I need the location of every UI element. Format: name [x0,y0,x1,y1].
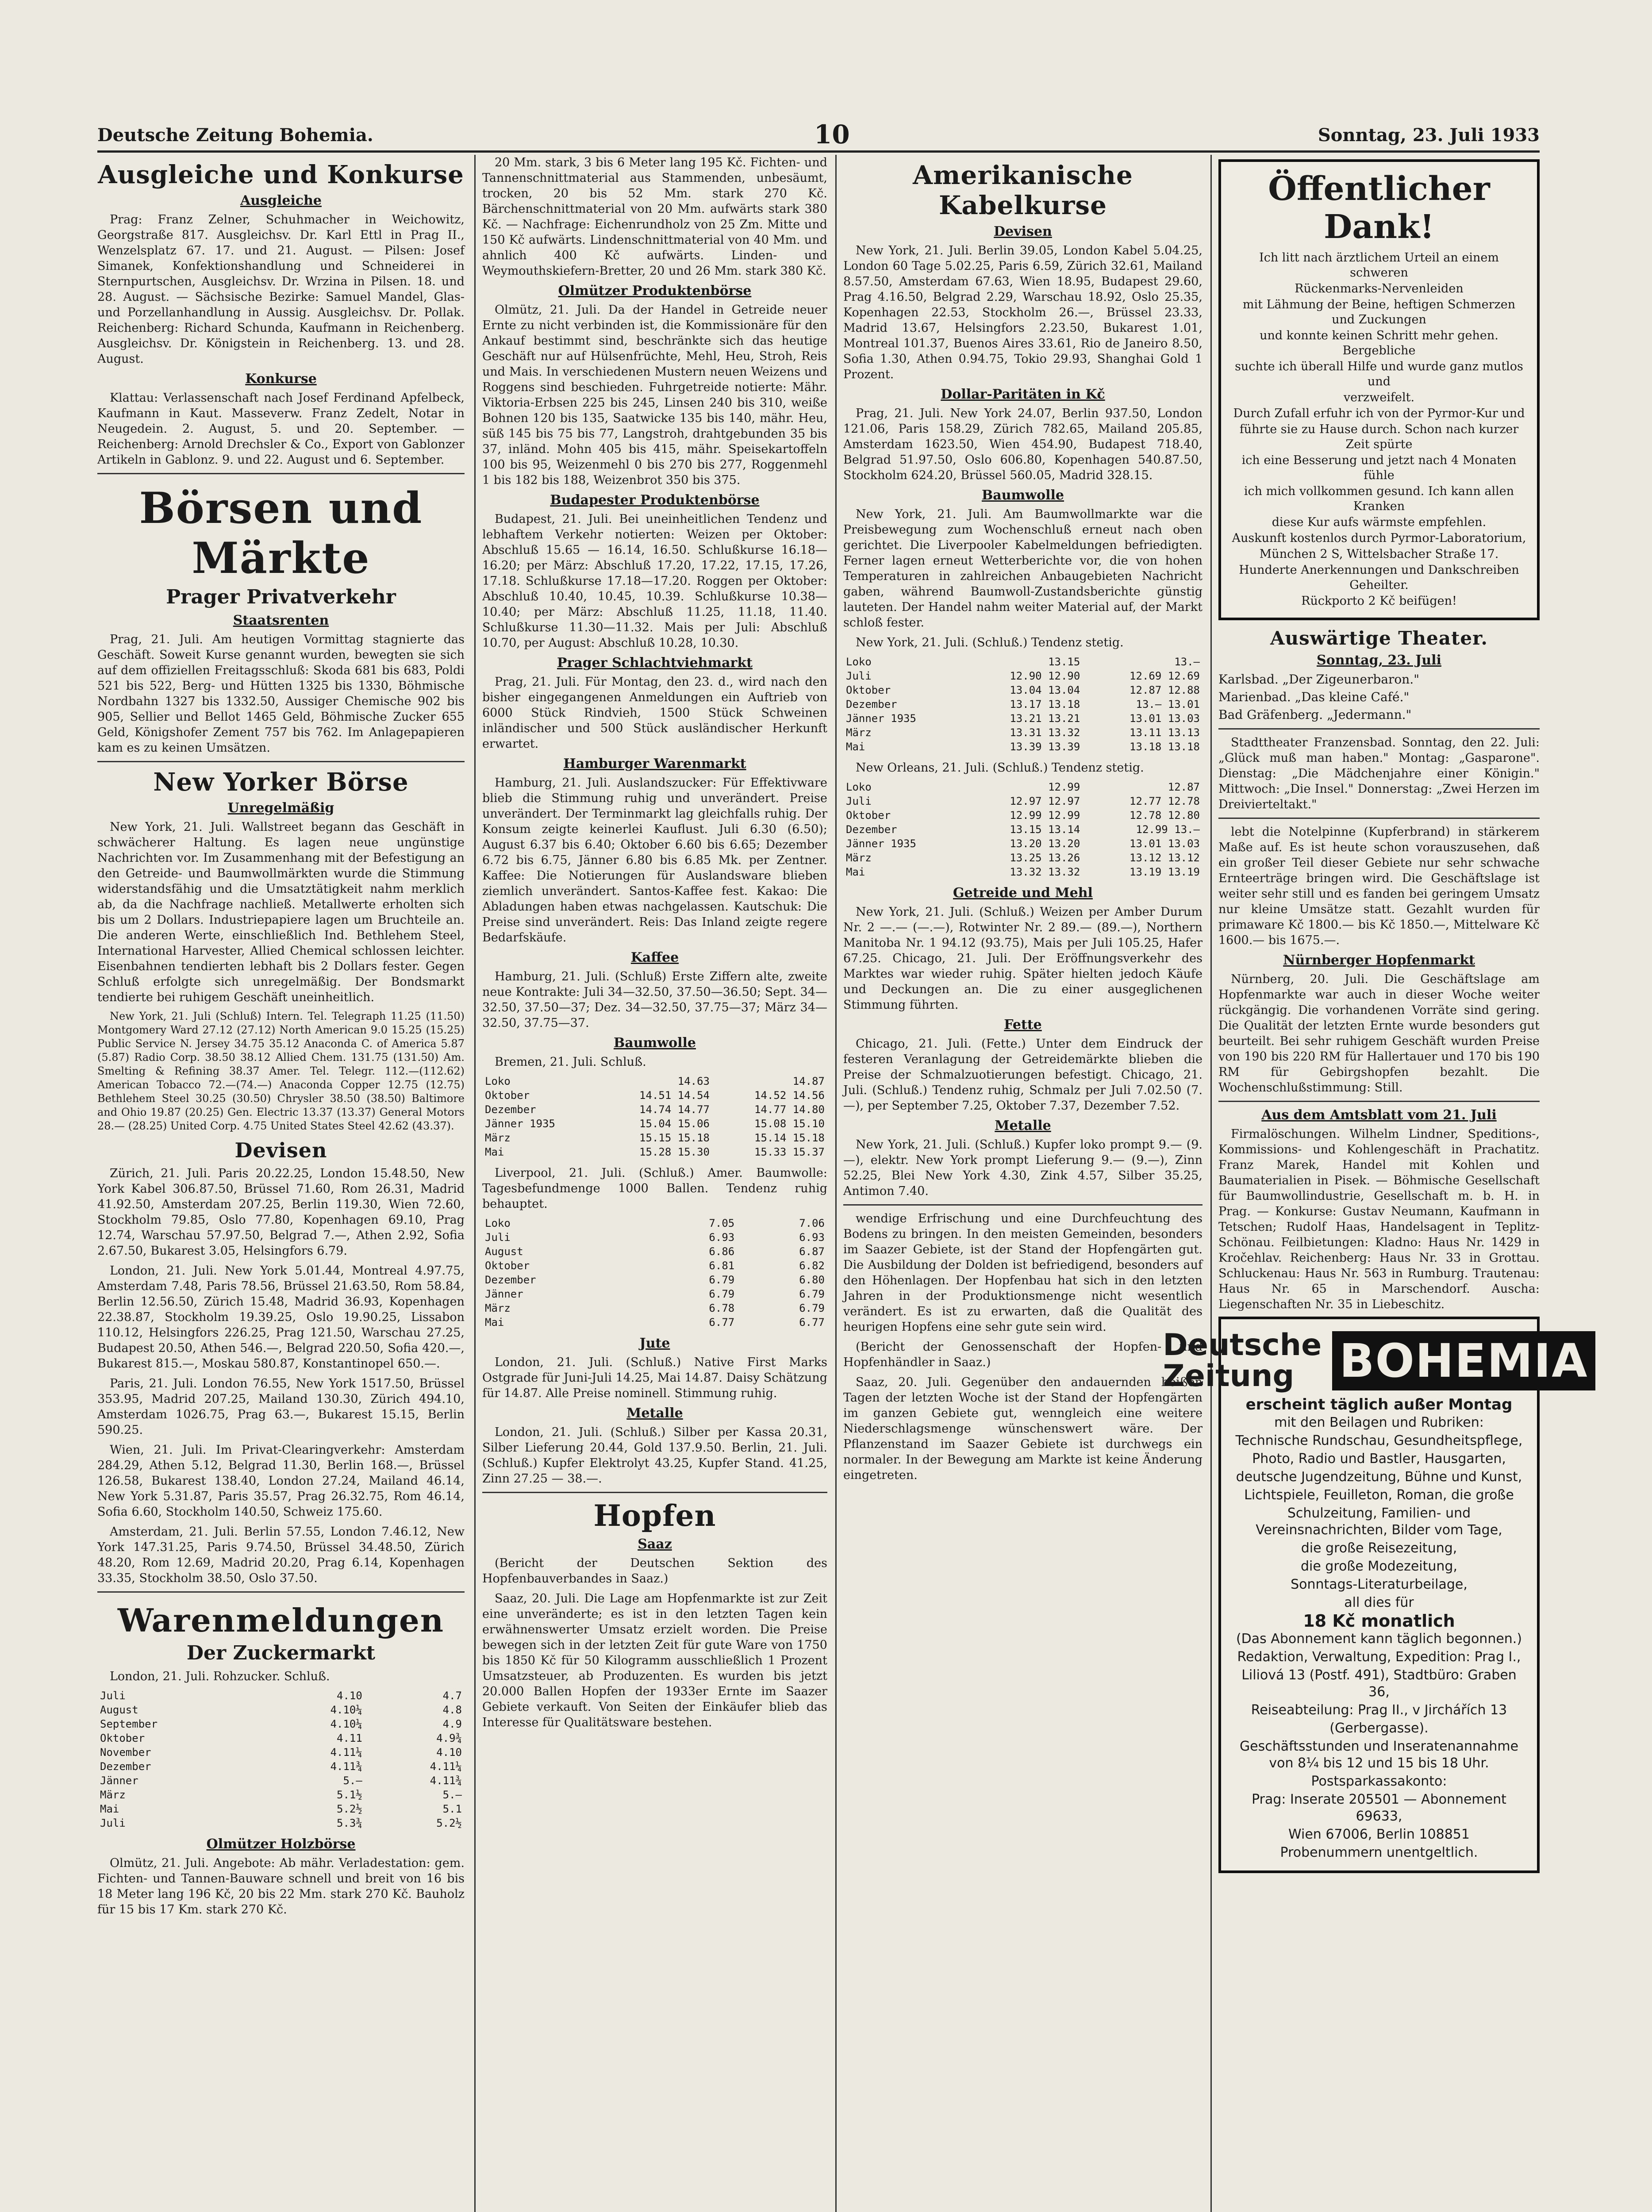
bremen-row [482,1131,827,1145]
table-cell-label: Jänner [485,1288,523,1300]
table-cell-value: 13.32 13.32 [1010,866,1080,878]
table-cell-value: 4.11¾ [430,1774,462,1787]
subtitle-zuckermarkt: Der Zuckermarkt [186,1642,376,1664]
theater-franzensbad: Stadttheater Franzensbad. Sonntag, den 22. Juli: „Glück muß man haben." Montag: „Gasparone". Dienstag: „Die Mädchenjahre einer Königin." Mittwoch: „Die Insel." Donnerstag: „Zwei Herzen im Dreivierteltakt." [1218,736,1540,811]
bohemia-price: 18 Kč monatlich [1303,1611,1455,1631]
table-cell-value: 4.11¼ [330,1746,362,1759]
zucker-row [97,1745,465,1759]
table-cell-value: 7.06 [799,1217,825,1229]
table-cell-label: September [100,1718,158,1730]
bremen-row [482,1088,827,1102]
table-cell-label: Juli [100,1690,126,1702]
table-cell-value: 6.79 [799,1302,825,1314]
newyork-row [843,697,1203,711]
table-cell-value: 12.87 12.88 [1130,684,1200,696]
table-cell-value: 4.11¾ [330,1760,362,1773]
table-cell-value: 14.77 14.80 [754,1103,825,1116]
table-cell-value: 4.11¼ [430,1760,462,1773]
table-cell-label: Jänner 1935 [846,837,916,850]
devisen-london: London, 21. Juli. New York 5.01.44, Montreal 4.97.75, Amsterdam 7.48, Paris 78.56, Brüssel 21.63.50, Rom 58.84, Berlin 12.56.50, Zürich 15.48, Madrid 36.93, Kopenhagen 22.38.87, Stockholm 19.39.25, Oslo 19.90.25, Lissabon 110.12, Helsingfors 226.25, Prag 121.50, Warschau 27.25, Budapest 20.50, Athen 546.—, Belgrad 220.50, Sofia 420.—, Bukarest 815.—, Moskau 580.87, Konstantinopel 650.—. [97,1264,465,1371]
table-cell-label: August [485,1245,523,1258]
table-cell-value: 12.77 12.78 [1130,795,1200,807]
table-cell-label: Mai [485,1316,504,1329]
jute-text: London, 21. Juli. (Schluß.) Native First Marks Ostgrade für Juni-Juli 14.25, Mai 14.87. Daisy Schätzung für 14.87. Alle Preise nominell. Stimmung ruhig. [482,1356,827,1400]
table-cell-label: Loko [485,1075,511,1087]
table-cell-value: 13.39 13.39 [1010,741,1080,753]
table-cell-value: 15.15 15.18 [639,1132,710,1144]
table-cell-label: Mai [846,866,865,878]
table-cell-label: Mai [846,741,865,753]
liverpool-row [482,1259,827,1273]
divider [97,1591,465,1593]
holz-text: Olmütz, 21. Juli. Angebote: Ab mähr. Verladestation: gem. Fichten- und Tannen-Bauware schnell und breit von 16 bis 18 Meter lang 196 Kč, 20 bis 22 Mm. stark 270 Kč. Bauholz für 15 bis 17 Km. stark 270 Kč. [97,1856,465,1916]
section-title-warenmeldungen: Warenmeldungen [117,1601,445,1639]
bohemia-ad-line: die große Modezeitung, [1301,1559,1457,1574]
table-cell-value: 6.79 [709,1288,735,1300]
column-rule [1210,155,1212,2212]
table-cell-value: 12.97 12.97 [1010,795,1080,807]
table-cell-label: März [100,1789,126,1801]
table-cell-value: 7.05 [709,1217,735,1229]
table-cell-value: 4.10 [436,1746,462,1759]
table-cell-label: Juli [100,1817,126,1829]
table-cell-value: 4.11 [337,1732,362,1744]
zucker-row [97,1774,465,1788]
hamburg-text: Hamburg, 21. Juli. Auslandszucker: Für Effektivware blieb die Stimmung ruhig und unverändert. Preise unverändert. Der Terminmarkt lag gleichfalls ruhig. Der Konsum zeigte keinerlei Kauflust. Juli 6.30 (6.50); August 6.37 bis 6.40; Oktober 6.60 bis 6.65; Dezember 6.72 bis 6.75, Jänner 6.80 bis 6.85 Mk. per Zentner. Kaffee: Die Notierungen für Auslandsware blieben ziemlich unverändert. Santos-Kaffee fest. Kakao: Die Abladungen haben etwas nachgelassen. Kautschuk: Die Preise sind unverändert. Reis: Das Inland zeigte regere Bedarfskäufe. [482,776,827,945]
table-cell-value: 5.1½ [337,1789,362,1801]
bohemia-ad-line: (Das Abonnement kann täglich begonnen.) [1236,1631,1522,1647]
subheading-jute: Jute [639,1336,670,1351]
table-cell-value: 5.— [343,1774,362,1787]
dollar-text: Prag, 21. Juli. New York 24.07, Berlin 937.50, London 121.06, Paris 158.29, Zürich 782.65, Mailand 205.85, Amsterdam 1623.50, Wien 454.90, Budapest 718.40, Belgrad 51.97.50, Oslo 606.80, Kopenhagen 540.87.50, Stockholm 624.20, Brüssel 560.05, Madrid 328.15. [843,407,1203,482]
table-cell-value: 4.10 [337,1690,362,1702]
theater-item: Karlsbad. „Der Zigeunerbaron." [1218,672,1420,687]
zucker-row [97,1816,465,1830]
subtitle-prager-privatverkehr: Prager Privatverkehr [166,586,396,608]
table-cell-label: Juli [846,670,872,682]
table-cell-value: 4.10¼ [330,1718,362,1730]
divider [843,1204,1203,1206]
subheading-baumwolle: Baumwolle [613,1035,696,1051]
devisen-wien: Wien, 21. Juli. Im Privat-Clearingverkehr: Amsterdam 284.29, Athen 5.12, Belgrad 11.30, Berlin 168.—, Brüssel 126.58, Bukarest 138.40, London 27.24, Mailand 46.14, New York 5.31.87, Paris 35.57, Prag 26.32.75, Rom 46.14, Sofia 6.60, Stockholm 140.50, Schweiz 175.60. [97,1443,465,1519]
ad-line: Durch Zufall erfuhr ich von der Pyrmor-Kur und [1233,407,1525,420]
bohemia-ad-line: Redaktion, Verwaltung, Expedition: Prag I., [1237,1649,1521,1665]
advertisement-dank [1218,159,1540,620]
subheading-ausgleiche: Ausgleiche [240,193,322,208]
devisen-amsterdam: Amsterdam, 21. Juli. Berlin 57.55, London 7.46.12, New York 147.31.25, Paris 9.74.50, Brüssel 34.48.50, Zürich 48.20, Rom 12.69, Madrid 20.20, Prag 6.14, Kopenhagen 33.35, Stockholm 38.50, Oslo 37.50. [97,1525,465,1585]
subheading-holzboerse: Olmützer Holzbörse [206,1836,356,1852]
bohemia-ad-line: Liliová 13 (Postf. 491), Stadtbüro: Graben 36, [1241,1667,1517,1700]
table-cell-value: 4.8 [442,1704,462,1716]
zucker-row [97,1788,465,1802]
newyork-row [843,711,1203,726]
devisen-zuerich: Zürich, 21. Juli. Paris 20.22.25, London 15.48.50, New York Kabel 306.87.50, Brüssel 71.60, Rom 26.31, Madrid 41.92.50, Amsterdam 207.25, Berlin 119.30, Wien 72.60, Stockholm 79.85, Oslo 77.80, Kopenhagen 69.10, Prag 12.74, Warschau 57.97.50, Belgrad 7.—, Athen 2.92, Sofia 2.67.50, Bukarest 3.05, Helsingfors 6.79. [97,1167,465,1258]
subheading-fette: Fette [1004,1017,1042,1033]
bohemia-ad-line: Probenummern unentgeltlich. [1280,1845,1478,1860]
table-cell-value: 14.74 14.77 [639,1103,710,1116]
column-1 [97,155,465,2212]
liverpool-table [482,1216,827,1329]
bohemia-ad-line: Postsparkassakonto: [1311,1774,1447,1789]
table-cell-value: 13.01 13.03 [1130,837,1200,850]
bremen-row [482,1074,827,1088]
theater-date: Sonntag, 23. Juli [1317,653,1441,668]
subheading-unregelmaessig: Unregelmäßig [227,800,334,816]
budapest-text: Budapest, 21. Juli. Bei uneinheitlichen Tendenz und lebhaftem Verkehr notierten: Weizen per Oktober: Abschluß 15.65 — 16.14, 16.50. Schlußkurse 16.18—16.20; per März: Abschluß 17.20, 17.22, 17.15, 17.26, 17.18. Schlußkurse 17.18—17.20. Roggen per Oktober: Abschluß 10.40, 10.45, 10.39. Schlußkurse 10.38—10.40; per März: Abschluß 11.25, 11.18, 11.40. Schlußkurse 11.30—11.32. Mais per Juli: Abschluß 10.70, per August: Abschluß 10.28, 10.30. [482,512,827,650]
table-cell-label: Jänner [100,1774,138,1787]
newyork-row [843,740,1203,754]
bohemia-ad-line: Technische Rundschau, Gesundheitspflege, [1235,1433,1523,1448]
olmuetz-text: Olmütz, 21. Juli. Da der Handel in Getreide neuer Ernte zu nicht verbinden ist, die Kommissionäre für den Ankauf bestimmt sind, beschränkte sich das heutige Geschäft nur auf Hülsenfrüchte, Mehl, Heu, Stroh, Reis und Mais. In verschiedenen Mustern neuen Weizens und Roggens sind beschieden. Fuhrgetreide notierte: Mähr. Viktoria-Erbsen 225 bis 245, Linsen 240 bis 310, weiße Bohnen 120 bis 135, Saatwicke 135 bis 140, mähr. Heu, süß 145 bis 75 bis 77, Langstroh, drahtgebunden 35 bis 37, inländ. Mohn 405 bis 415, mähr. Speisekartoffeln 100 bis 95, Weizenmehl 0 bis 270 bis 277, Roggenmehl 1 bis 182 bis 188, Weizenbrot 350 bis 375. [482,303,827,487]
divider [1218,728,1540,730]
table-cell-value: 13.15 13.14 [1010,823,1080,836]
table-cell-label: Dezember [846,698,897,710]
neworleans-row [843,808,1203,822]
column-3 [843,155,1203,2212]
metalle-ny-text: New York, 21. Juli. (Schluß.) Kupfer loko prompt 9.— (9.—), elektr. New York prompt Lieferung 9.— (9.—), Zinn 52.25, Blei New York 4.30, Zink 4.57, Silber 35.25, Antimon 7.40. [843,1138,1203,1198]
table-cell-value: 15.33 15.37 [754,1146,825,1158]
table-cell-value: 12.99 [1048,781,1080,793]
kabel-devisen-text: New York, 21. Juli. Berlin 39.05, London Kabel 5.04.25, London 60 Tage 5.02.25, Paris 6.59, Zürich 32.61, Mailand 8.57.50, Amsterdam 67.63, Wien 18.95, Budapest 29.60, Prag 4.16.50, Belgrad 2.29, Warschau 18.92, Oslo 25.35, Kopenhagen 22.53, Stockholm 26.—, Brüssel 23.33, Madrid 13.67, Helsingfors 2.23.50, Bukarest 1.01, Montreal 101.37, Buenos Aires 33.61, Rio de Janeiro 8.50, Sofia 1.30, Athen 0.94.75, Tokio 29.93, Shanghai Gold 1 Prozent. [843,244,1203,381]
table-cell-value: 5.1 [442,1803,462,1815]
ad-line: Ich litt nach ärztlichem Urteil an einem schweren [1259,251,1499,280]
liverpool-row [482,1216,827,1230]
table-cell-label: Dezember [485,1103,536,1116]
boersen-text: Prag, 21. Juli. Am heutigen Vormittag stagnierte das Geschäft. Soweit Kurse genannt wurden, bewegten sie sich auf dem offiziellen Freitagsschluß: Skoda 681 bis 683, Poldi 521 bis 522, Berg- und Hütten 1325 bis 1330, Böhmische Nordbahn 1327 bis 1332.50, Aussiger Chemische 902 bis 905, Sellier und Bellot 1465 Geld, Böhmische Zucker 655 Geld, Königshofer Zement 757 bis 762. Im Anlagepapieren kam es zu keinen Umsätzen. [97,633,465,755]
table-cell-label: Juli [846,795,872,807]
divider [97,473,465,474]
table-cell-label: März [485,1132,511,1144]
divider [482,1492,827,1493]
table-cell-value: 6.79 [799,1288,825,1300]
column-rule [835,155,837,2212]
subheading-dollar-paritaeten: Dollar-Paritäten in Kč [941,387,1105,402]
zucker-row [97,1731,465,1745]
bohemia-ad-line: Wien 67006, Berlin 108851 [1288,1827,1470,1842]
ad-line: Auskunft kostenlos durch Pyrmor-Laboratorium, [1232,531,1526,545]
table-cell-label: August [100,1704,138,1716]
running-header [97,119,1540,153]
liverpool-row [482,1301,827,1315]
newyork-row [843,669,1203,683]
section-title-kabelkurse: Amerikanische Kabelkurse [913,160,1133,220]
table-cell-value: 12.78 12.80 [1130,809,1200,822]
table-cell-value: 13.15 [1048,656,1080,668]
subheading-saaz: Saaz [638,1536,672,1552]
ny-quotes: New York, 21. Juli (Schluß) Intern. Tel. Telegraph 11.25 (11.50) Montgomery Ward 27.12 (27.12) North American 9.0 15.25 (15.25) Public Service N. Jersey 34.75 35.12 Anaconda C. of America 5.87 (5.87) Radio Corp. 38.50 38.12 Allied Chem. 131.75 (131.50) Am. Smelting & Refining 38.37 Amer. Tel. Telegr. 112.—(112.62) American Tobacco 72.—(74.—) Anaconda Copper 12.75 (12.75) Bethlehem Steel 30.25 (30.50) Chrysler 38.50 (38.50) Baltimore and Ohio 19.87 (20.25) Gen. Electric 13.37 (13.37) General Motors 28.— (28.25) United Corp. 4.75 United States Steel 42.62 (43.37). [97,1010,465,1132]
table-cell-value: 15.08 15.10 [754,1118,825,1130]
newyork-head: New York, 21. Juli. (Schluß.) Tendenz stetig. [856,636,1124,649]
zucker-table [97,1689,465,1830]
zucker-row [97,1759,465,1774]
bohemia-prefix [1163,1330,1322,1392]
nuernberg-text: Nürnberg, 20. Juli. Die Geschäftslage am Hopfenmarkte war auch in dieser Woche weiter rückgängig. Die vorhandenen Vorräte sind gering. Die Qualität der letzten Ernte wurde besonders gut beurteilt. Bei sehr ruhigem Geschäft wurden Preise von 190 bis 220 RM für Hallertauer und 170 bis 190 RM für Gebirgshopfen bezahlt. Die Wochenschlußstimmung: Still. [1218,972,1540,1094]
table-cell-value: 15.14 15.18 [754,1132,825,1144]
table-cell-value: 6.79 [709,1274,735,1286]
column-2 [482,155,827,2212]
ad-line: München 2 S, Wittelsbacher Straße 17. [1259,547,1499,561]
bohemia-masthead [1163,1328,1588,1394]
ad-line: diese Kur aufs wärmste empfehlen. [1272,515,1487,529]
ad-line: ich eine Besserung und jetzt nach 4 Monaten fühle [1241,453,1517,482]
paper-name: Deutsche Zeitung Bohemia. [97,125,373,146]
bohemia-ad-line: Schulzeitung, Familien- und Vereinsnachrichten, Bilder vom Tage, [1256,1505,1502,1538]
table-cell-label: Loko [846,781,872,793]
bohemia-ad-line: mit den Beilagen und Rubriken: [1274,1415,1484,1430]
table-cell-value: 5.3¾ [337,1817,362,1829]
section-title-ausgleiche: Ausgleiche und Konkurse [98,160,464,189]
ny-text: New York, 21. Juli. Wallstreet begann das Geschäft in schwächerer Haltung. Es lagen neue ungünstige Nachrichten vor. Im Zusammenhang mit der Befestigung an den Getreide- und Baumwollmärkten wurde die Stimmung widerstandsfähig und die Umsatztätigkeit nahm merklich ab, da die Nachfrage nachließ. Metallwerte erholten sich bis um 2 Dollars. Industriepapiere lagen um Bruchteile an. Die anderen Werte, einschließlich Ind. Bethlehem Steel, International Harvester, Allied Chemical schlossen leichter. Eisenbahnen tendierten lebhaft bis 2 Dollars fester. Gegen Schluß erfolgte sich unregelmäßig. Der Bondsmarkt tendierte bei ruhigem Geschäft uneinheitlich. [97,820,465,1004]
bohemia-word-deutsche: Deutsche [1163,1328,1322,1363]
divider [97,761,465,762]
table-cell-value: 6.87 [799,1245,825,1258]
table-cell-label: Dezember [100,1760,151,1773]
ad-line: mit Lähmung der Beine, heftigen Schmerzen und Zuckungen [1242,298,1516,326]
divider [1218,1101,1540,1102]
zucker-row [97,1689,465,1703]
bremen-head: Bremen, 21. Juli. Schluß. [495,1055,646,1069]
table-cell-label: März [485,1302,511,1314]
zucker-row [97,1717,465,1731]
baumwolle-text: New York, 21. Juli. Am Baumwollmarkte war die Preisbewegung zum Wochenschluß erneut nach oben gerichtet. Die Liverpooler Kabelmeldungen befriedigten. Ferner lagen erneut Wetterberichte vor, die von hohen Temperaturen in zahlreichen Anbaugebieten Nachricht gaben, während Baumwoll-Zustandsberichte günstig lauteten. Der Handel nahm weiter Material auf, der Markt schloß fester. [843,507,1203,630]
liverpool-row [482,1287,827,1301]
table-cell-label: Jänner 1935 [846,712,916,725]
table-cell-value: 13.18 13.18 [1130,741,1200,753]
table-cell-value: 13.25 13.26 [1010,852,1080,864]
hopfen-continued-3: lebt die Notelpinne (Kupferbrand) in stärkerem Maße auf. Es ist heute schon vorauszusehen, daß ein großer Teil dieser Gebiete nur sehr schwache Ernteerträge bringen wird. Die Geschäftslage ist weiter sehr still und es fanden bei geringem Umsatz nur kleine Umsätze statt. Gezahlt wurden für primaware Kč 1800.— bis Kč 1850.—, Mittelware Kč 1600.— bis 1675.—. [1218,825,1540,947]
table-cell-value: 13.12 13.12 [1130,852,1200,864]
table-cell-label: Oktober [485,1260,530,1272]
liverpool-row [482,1273,827,1287]
table-cell-value: 13.— 13.01 [1136,698,1200,710]
advertisement-bohemia [1163,1317,1588,1873]
neworleans-row [843,822,1203,837]
section-title-devisen: Devisen [234,1138,327,1162]
konkurse-text: Klattau: Verlassenschaft nach Josef Ferdinand Apfelbeck, Kaufmann in Kaut. Masseverw. Franz Zedelt, Notar in Neugedein. 2. August, 5. und 20. September. — Reichenberg: Arnold Drechsler & Co., Export von Gablonzer Artikeln in Gablonz. 9. und 22. August und 6. September. [97,391,465,467]
table-cell-value: 13.— [1174,656,1200,668]
section-title-boersen: Börsen und Märkte [139,483,423,583]
newyork-row [843,683,1203,697]
bohemia-ad-line: Lichtspiele, Feuilleton, Roman, die große [1244,1487,1514,1503]
zucker-row [97,1802,465,1816]
table-cell-value: 5.2½ [436,1817,462,1829]
prag-schlachtvieh-text: Prag, 21. Juli. Für Montag, den 23. d., wird nach den bisher eingegangenen Anmeldungen ein Auftrieb von 6000 Stück Rindvieh, 1500 Stück Schweinen inländischer und 500 Stück ausländischer Herkunft erwartet. [482,675,827,751]
bremen-row [482,1102,827,1117]
subheading-staatsrenten: Staatsrenten [233,613,329,628]
table-cell-label: Jänner 1935 [485,1118,555,1130]
fette-text: Chicago, 21. Juli. (Fette.) Unter dem Eindruck der festeren Veranlagung der Getreidemärkte blieben die Preise der Schmalzuotierungen befestigt. Chicago, 21. Juli. (Schluß.) Tendenz ruhig, Schmalz per Juli 7.02.50 (7.—), per September 7.25, Oktober 7.37, Dezember 7.52. [843,1037,1203,1113]
table-cell-value: 6.77 [709,1316,735,1329]
table-cell-value: 4.9 [442,1718,462,1730]
hopfen-text: Saaz, 20. Juli. Die Lage am Hopfenmarkte ist zur Zeit eine unveränderte; es ist in den letzten Tagen kein erwähnenswerter Umsatz erzielt worden. Die Preise bewegen sich in der letzten Zeit für gute Ware von 1750 bis 1850 Kč für 50 Kilogramm ausschließlich 1 Prozent Umsatzsteuer, ab Produzenten. Es wurden bis jetzt 20.000 Ballen Hopfen der 1933er Ernte im Saazer Gebiete verkauft. Von Seiten der Einkäufer blieb das Interesse für Qualitätsware bestehen. [482,1592,827,1729]
table-cell-value: 5.— [442,1789,462,1801]
table-cell-label: März [846,726,872,739]
subheading-amtsblatt: Aus dem Amtsblatt vom 21. Juli [1261,1107,1497,1123]
genossenschaft-source: (Bericht der Genossenschaft der Hopfen- und Hopfenhändler in Saaz.) [843,1340,1203,1369]
neworleans-row [843,837,1203,851]
section-title-hopfen: Hopfen [593,1498,716,1533]
neworleans-row [843,780,1203,794]
zucker-row [97,1703,465,1717]
table-cell-value: 6.93 [709,1231,735,1244]
theater-item: Bad Gräfenberg. „Jedermann." [1218,707,1412,722]
table-cell-value: 13.01 13.03 [1130,712,1200,725]
hopfen-continued: wendige Erfrischung und eine Durchfeuchtung des Bodens zu bringen. In den meisten Gemeinden, besonders im Saazer Gebiete, ist der Stand der Hopfengärten gut. Die Ausbildung der Dolden ist befriedigend, besonders auf den Höhenlagen. Der Hopfenbau hat sich in den letzten Jahren in der Produktionsmenge nicht wesentlich verändert. Es ist zu erwarten, daß die Qualität des heurigen Hopfens eine sehr gute sein wird. [843,1212,1203,1334]
table-cell-value: 6.80 [799,1274,825,1286]
table-cell-label: Dezember [485,1274,536,1286]
ad-line: führte sie zu Hause durch. Schon nach kurzer Zeit spürte [1239,422,1519,451]
subheading-prag-schlachtvieh: Prager Schlachtviehmarkt [557,655,753,671]
newyork-table [843,655,1203,754]
bohemia-ad-line: (Gerbergasse). [1329,1720,1429,1736]
kaffee-text: Hamburg, 21. Juli. (Schluß) Erste Ziffern alte, zweite neue Kontrakte: Juli 34—32.50, 37.50—36.50; Sept. 34—32.50, 37.50—37; Dez. 34—32.50, 37.75—37; März 34—32.50, 37.75—37. [482,970,827,1030]
theater-item: Marienbad. „Das kleine Café." [1218,690,1410,704]
table-cell-value: 12.87 [1168,781,1200,793]
neworleans-row [843,865,1203,879]
bohemia-ad-line: Geschäftsstunden und Inseratenannahme von 8¼ bis 12 und 15 bis 18 Uhr. [1239,1739,1519,1771]
table-cell-value: 12.90 12.90 [1010,670,1080,682]
table-cell-label: Juli [485,1231,511,1244]
table-cell-value: 6.82 [799,1260,825,1272]
table-cell-label: März [846,852,872,864]
neworleans-row [843,794,1203,808]
bohemia-ad-line: die große Reisezeitung, [1301,1540,1457,1556]
liverpool-text: Liverpool, 21. Juli. (Schluß.) Amer. Baumwolle: Tagesbefundmenge 1000 Ballen. Tendenz ruhig behauptet. [482,1166,827,1211]
subheading-getreide: Getreide und Mehl [953,885,1093,901]
table-cell-value: 15.28 15.30 [639,1146,710,1158]
bohemia-tagline: erscheint täglich außer Montag [1245,1396,1513,1413]
page-number: 10 [814,119,850,150]
liverpool-row [482,1315,827,1329]
table-cell-value: 6.78 [709,1302,735,1314]
table-cell-value: 6.86 [709,1245,735,1258]
table-cell-label: Dezember [846,823,897,836]
table-cell-value: 13.11 13.13 [1130,726,1200,739]
bohemia-logo: BOHEMIA [1332,1331,1595,1390]
section-title-new-yorker-boerse: New Yorker Börse [153,768,409,797]
table-cell-label: Oktober [846,809,891,822]
subheading-devisen: Devisen [994,224,1052,239]
neworleans-row [843,851,1203,865]
table-cell-value: 13.20 13.20 [1010,837,1080,850]
table-cell-label: Oktober [100,1732,145,1744]
table-cell-value: 4.9¾ [436,1732,462,1744]
table-cell-value: 12.99 13.— [1136,823,1200,836]
column-rule [474,155,476,2212]
issue-date: Sonntag, 23. Juli 1933 [1318,125,1540,146]
ad-title: Öffentlicher Dank! [1268,170,1490,246]
table-cell-value: 13.19 13.19 [1130,866,1200,878]
bohemia-ad-line: deutsche Jugendzeitung, Bühne und Kunst, [1236,1469,1522,1485]
neworleans-head: New Orleans, 21. Juli. (Schluß.) Tendenz stetig. [856,761,1144,775]
bohemia-ad-line: Sonntags-Literaturbeilage, [1291,1577,1468,1592]
table-cell-value: 13.04 13.04 [1010,684,1080,696]
table-cell-value: 15.04 15.06 [639,1118,710,1130]
table-cell-label: Loko [485,1217,511,1229]
subheading-konkurse: Konkurse [245,371,317,387]
newyork-row [843,655,1203,669]
ad-line: ich mich vollkommen gesund. Ich kann allen Kranken [1244,484,1514,513]
table-cell-label: Oktober [485,1089,530,1102]
subheading-kaffee: Kaffee [630,950,679,965]
table-cell-value: 14.87 [792,1075,825,1087]
hopfen-continued-2: Saaz, 20. Juli. Gegenüber den andauernden heißen Tagen der letzten Woche ist der Stand der Hopfengärten im ganzen Gebiete gut, wenngleich eine weitere Niederschlagsmenge wünschenswert wäre. Der Pflanzenstand im Saazer Gebiete ist durchwegs ein normaler. In der Bewegung am Markte ist keine Änderung eingetreten. [843,1375,1203,1482]
table-cell-value: 6.93 [799,1231,825,1244]
zucker-head: London, 21. Juli. Rohzucker. Schluß. [110,1670,330,1683]
liverpool-row [482,1230,827,1244]
table-cell-label: November [100,1746,151,1759]
ausgleiche-text: Prag: Franz Zelner, Schuhmacher in Weichowitz, Georgstraße 817. Ausgleichsv. Dr. Karl Ettl in Prag II., Wenzelsplatz 67. 17. und 21. August. — Pilsen: Josef Simanek, Konfektionshandlung und Schneiderei in Sternpurtschen, Ausgleichsv. Dr. Wrzina in Pilsen. 18. und 28. August. — Sächsische Bezirke: Samuel Mandel, Glas- und Porzellanhandlung in Aussig. Ausgleichsv. Dr. Pollak. Reichenberg: Richard Schunda, Kaufmann in Reichenberg. Ausgleichsv. Dr. Königstein in Reichenberg. 13. und 28. August. [97,213,465,366]
ad-line: und konnte keinen Schritt mehr gehen. Bergebliche [1260,329,1498,357]
subheading-baumwolle: Baumwolle [981,488,1064,503]
table-cell-label: Oktober [846,684,891,696]
bohemia-ad-line: all dies für [1344,1595,1414,1610]
table-cell-value: 4.10¼ [330,1704,362,1716]
subheading-hamburg: Hamburger Warenmarkt [563,756,746,772]
table-cell-value: 14.63 [677,1075,710,1087]
subheading-metalle: Metalle [626,1406,683,1421]
amtsblatt-text: Firmalöschungen. Wilhelm Lindner, Speditions-, Kommissions- und Kohlengeschäft in Prachatitz. Franz Marek, Handel mit Kohlen und Baumaterialien in Pisek. — Böhmische Gesellschaft für Baumwollindustrie, Gesellschaft m. b. H. in Prag. — Konkurse: Gustav Neumann, Kaufmann in Tetschen; Rudolf Haas, Handelsagent in Teplitz-Schönau. Feilbietungen: Kladno: Haus Nr. 1429 in Kročehlav. Reichenberg: Haus Nr. 33 in Grottau. Schluckenau: Haus Nr. 563 in Rumburg. Trautenau: Haus Nr. 65 in Marschendorf. Auscha: Liegenschaften Nr. 35 in Liebeschitz. [1218,1127,1540,1311]
table-cell-value: 5.2½ [337,1803,362,1815]
bohemia-ad-line: Photo, Radio und Bastler, Hausgarten, [1252,1451,1506,1467]
table-cell-label: Mai [485,1146,504,1158]
liverpool-row [482,1244,827,1259]
table-cell-value: 14.51 14.54 [639,1089,710,1102]
bohemia-word-zeitung: Zeitung [1163,1359,1295,1394]
table-cell-value: 6.77 [799,1316,825,1329]
table-cell-value: 13.21 13.21 [1010,712,1080,725]
table-cell-value: 4.7 [442,1690,462,1702]
devisen-paris: Paris, 21. Juli. London 76.55, New York 1517.50, Brüssel 353.95, Madrid 207.25, Mailand 130.30, Zürich 494.10, Amsterdam 1026.75, Prag 63.—, Bukarest 15.15, Berlin 590.25. [97,1377,465,1437]
table-cell-label: Loko [846,656,872,668]
divider [1218,818,1540,819]
ad-line: Rückenmarks-Nervenleiden [1295,282,1464,296]
hopfen-source: (Bericht der Deutschen Sektion des Hopfenbauverbandes in Saaz.) [482,1556,827,1586]
ad-line: verzweifelt. [1343,391,1415,404]
table-cell-value: 14.52 14.56 [754,1089,825,1102]
subheading-metalle: Metalle [995,1118,1051,1133]
ad-line: suchte ich überall Hilfe und wurde ganz mutlos und [1235,360,1523,388]
ad-line: Rückporto 2 Kč beifügen! [1301,594,1457,608]
bremen-row [482,1117,827,1131]
table-cell-value: 6.81 [709,1260,735,1272]
bremen-row [482,1145,827,1159]
metalle-text: London, 21. Juli. (Schluß.) Silber per Kassa 20.31, Silber Lieferung 20.44, Gold 137.9.50. Berlin, 21. Juli. (Schluß.) Kupfer Elektrolyt 43.25, Kupfer Stand. 41.25, Zinn 27.25 — 38.—. [482,1425,827,1486]
section-title-theater: Auswärtige Theater. [1270,627,1488,649]
holz-continued: 20 Mm. stark, 3 bis 6 Meter lang 195 Kč. Fichten- und Tannenschnittmaterial aus Stammenden, unbesäumt, trocken, 20 bis 52 Mm. stark 270 Kč. Bärchenschnittmaterial von 20 Mm. aufwärts stark 380 Kč. — Nachfrage: Eichenrundholz von 25 Zm. Mitte und 150 Kč aufwärts. Lindenschnittmaterial von 40 Mm. und ahnlich 400 Kč aufwärts. Linden- und Weymouthskiefern-Bretter, 20 und 26 Mm. stark 380 Kč. [482,156,827,278]
bohemia-ad-line: Prag: Inserate 205501 — Abonnement 69633, [1252,1792,1506,1824]
table-cell-value: 13.31 13.32 [1010,726,1080,739]
table-cell-label: Mai [100,1803,119,1815]
newyork-row [843,726,1203,740]
subheading-nuernberg: Nürnberger Hopfenmarkt [1283,952,1475,968]
subheading-olmuetz: Olmützer Produktenbörse [558,283,752,299]
ad-line: Hunderte Anerkennungen und Dankschreiben Geheilter. [1239,563,1519,592]
table-cell-value: 12.69 12.69 [1130,670,1200,682]
table-cell-value: 12.99 12.99 [1010,809,1080,822]
neworleans-table [843,780,1203,879]
bremen-table [482,1074,827,1159]
subheading-budapest: Budapester Produktenbörse [550,492,760,508]
bohemia-ad-line: Reiseabteilung: Prag II., v Jirchářích 13 [1251,1702,1507,1718]
table-cell-value: 13.17 13.18 [1010,698,1080,710]
getreide-text: New York, 21. Juli. (Schluß.) Weizen per Amber Durum Nr. 2 —.— (—.—), Rotwinter Nr. 2 89.— (89.—), Northern Manitoba Nr. 1 94.12 (93.75), Mais per Juli 105.25, Hafer 67.25. Chicago, 21. Juli. Der Eröffnungsverkehr des Marktes war wieder ruhig. Später hielten jedoch Käufe und Deckungen an. Die zu einer ausgeglichenen Stimmung führten. [843,905,1203,1012]
